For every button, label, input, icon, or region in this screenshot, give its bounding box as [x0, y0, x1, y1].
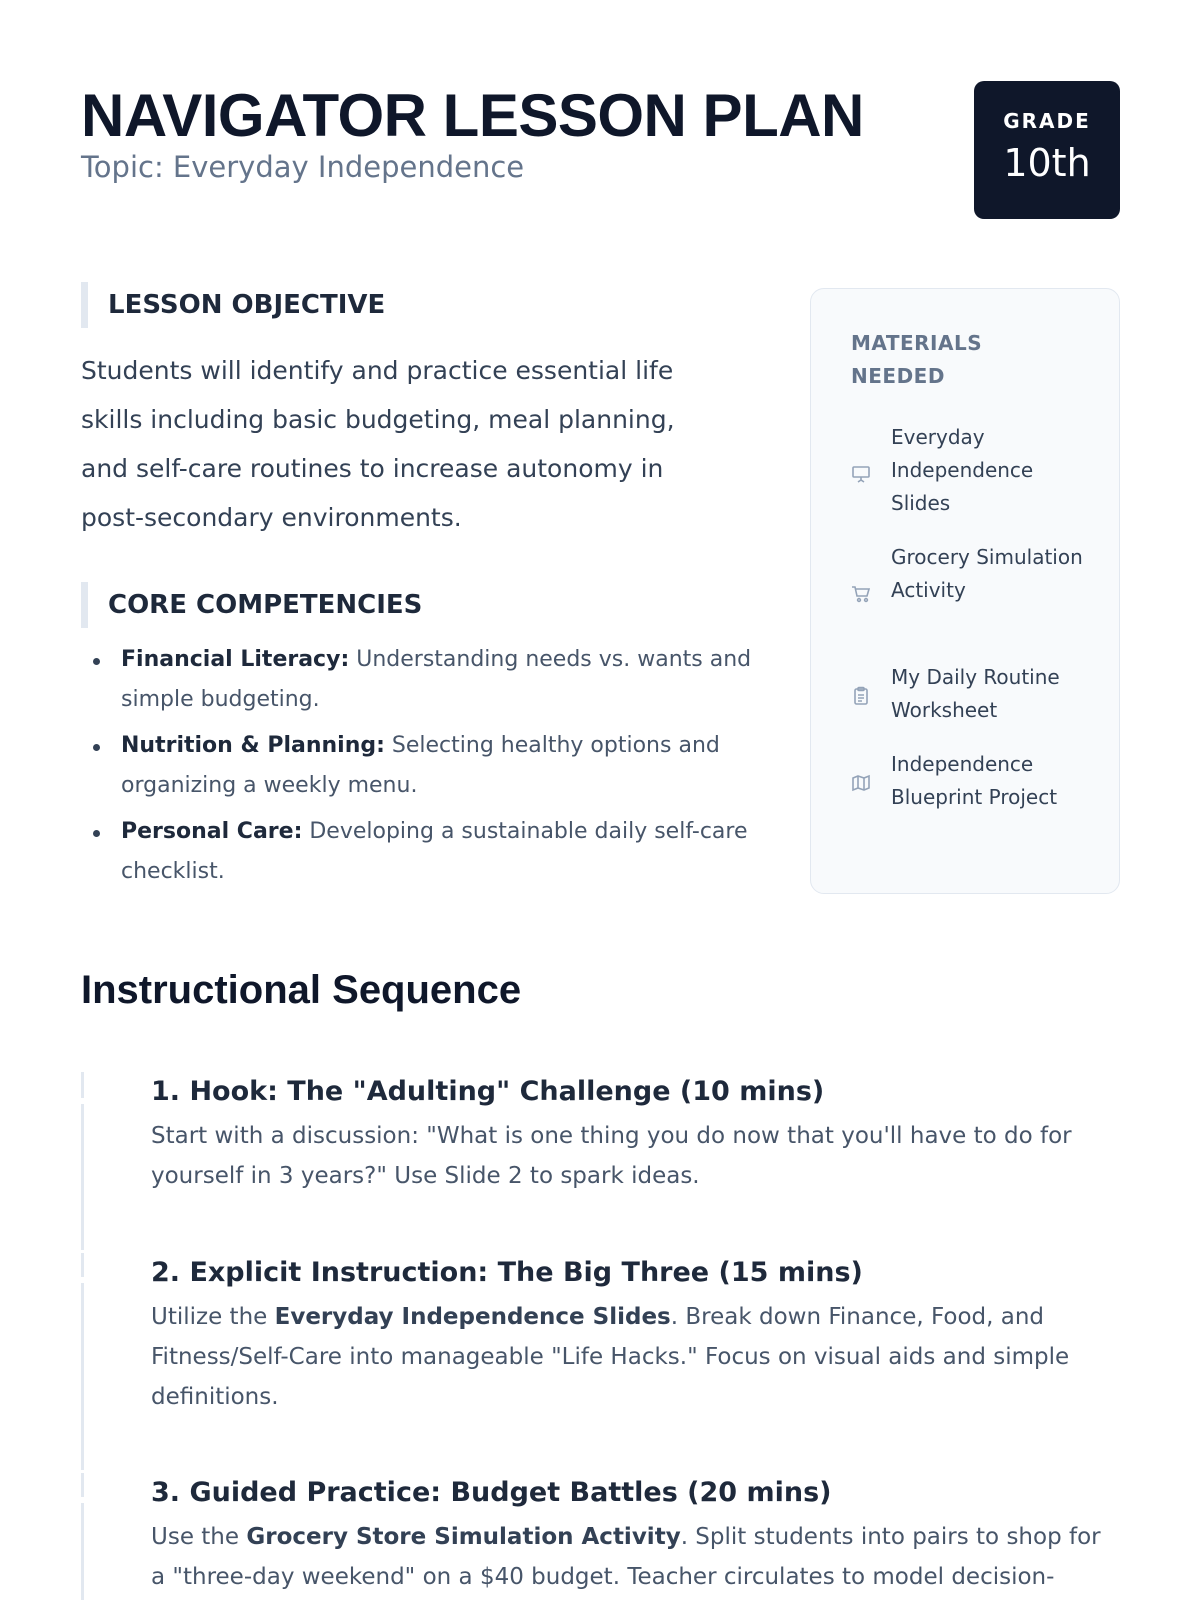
page-title: NAVIGATOR LESSON PLAN: [81, 82, 864, 149]
step-timeline-bar: [81, 1253, 84, 1470]
material-label: Independence Blueprint Project: [891, 752, 1058, 809]
list-item: [81, 812, 761, 892]
step-timeline-notch: [81, 1277, 84, 1283]
presentation-icon: [851, 464, 871, 484]
sequence-step: [81, 1253, 1121, 1470]
material-label: My Daily Routine Worksheet: [891, 665, 1060, 722]
shopping-cart-icon: [851, 584, 871, 604]
competencies-list: [81, 640, 761, 898]
material-label: Everyday Independence Slides: [891, 425, 1034, 515]
competencies-heading: CORE COMPETENCIES: [81, 582, 422, 628]
step-text: Use the: [151, 1524, 247, 1550]
step-title: 1. Hook: The "Adulting" Challenge (10 mins): [151, 1076, 825, 1107]
grade-value: 10th: [1003, 141, 1091, 185]
objective-heading: LESSON OBJECTIVE: [81, 282, 385, 328]
step-text: . Split students into pairs to shop for a "three-day weekend" on a $40 budget. Teacher circulates to model decision-: [151, 1524, 1101, 1590]
materials-heading: MATERIALS NEEDED: [851, 331, 983, 388]
materials-panel: [810, 288, 1120, 894]
step-text: Start with a discussion: "What is one thing you do now that you'll have to do for yourself in 3 years?" Use Slide 2 to spark ideas.: [151, 1123, 1072, 1189]
sequence-step: [81, 1473, 1121, 1600]
step-text: . Break down Finance, Food, and Fitness/Self-Care into manageable "Life Hacks." Focus on visual aids and simple definitions.: [151, 1304, 1070, 1410]
list-item: [81, 640, 761, 720]
competency-term: Personal Care:: [121, 819, 303, 844]
step-timeline-notch: [81, 1098, 84, 1104]
topic-subtitle: Topic: Everyday Independence: [81, 150, 525, 184]
sequence-step: [81, 1072, 1121, 1250]
map-icon: [851, 773, 871, 793]
material-label: Grocery Simulation Activity: [891, 545, 1083, 602]
competency-term: Financial Literacy:: [121, 647, 350, 672]
step-timeline-bar: [81, 1473, 84, 1600]
competency-term: Nutrition & Planning:: [121, 733, 385, 758]
competency-text: Selecting healthy options and organizing a weekly menu.: [121, 733, 720, 798]
clipboard-icon: [851, 686, 871, 706]
step-material-ref: Everyday Independence Slides: [274, 1304, 671, 1330]
list-item: [81, 726, 761, 806]
step-material-ref: Grocery Store Simulation Activity: [246, 1524, 681, 1550]
step-description: [151, 1297, 1121, 1417]
step-text: Utilize the: [151, 1304, 275, 1330]
step-description: [151, 1116, 1121, 1196]
objective-text: Students will identify and practice essential life skills including basic budgeting, meal planning, and self-care routines to increase autonomy in post-secondary environments.: [81, 356, 675, 532]
competency-text: Developing a sustainable daily self-care checklist.: [121, 819, 748, 884]
step-title: 3. Guided Practice: Budget Battles (20 mins): [151, 1477, 832, 1508]
step-title: 2. Explicit Instruction: The Big Three (15 mins): [151, 1257, 863, 1288]
grade-label: GRADE: [1003, 109, 1091, 133]
step-timeline-notch: [81, 1497, 84, 1503]
sequence-heading: Instructional Sequence: [81, 968, 522, 1012]
grade-badge: [974, 81, 1120, 219]
step-description: [151, 1517, 1121, 1597]
competency-text: Understanding needs vs. wants and simple budgeting.: [121, 647, 752, 712]
